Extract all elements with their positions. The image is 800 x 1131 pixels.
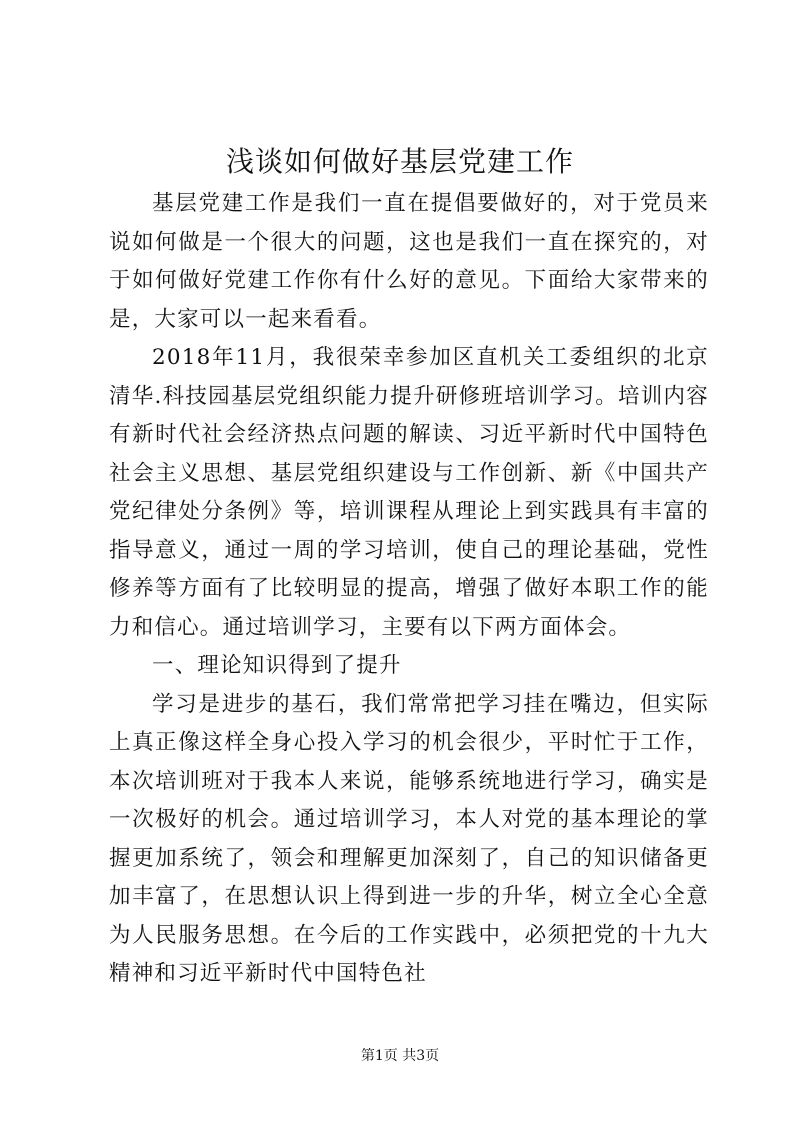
document-title: 浅谈如何做好基层党建工作: [225, 145, 574, 178]
page-footer: 第1页 共3页: [360, 1048, 440, 1064]
document-body: [109, 185, 709, 994]
intro-paragraph: 基层党建工作是我们一直在提倡要做好的，对于党员来说如何做是一个很大的问题，这也是我们一直在探究的，对于如何做好党建工作你有什么好的意见。下面给大家带来的是，大家可以一起来看看。: [109, 191, 709, 332]
training-paragraph: 2018年11月，我很荣幸参加区直机关工委组织的北京清华.科技园基层党组织能力提升研修班培训学习。培训内容有新时代社会经济热点问题的解读、习近平新时代中国特色社会主义思想、基层党组织建设与工作创新、新《中国共产党纪律处分条例》等，培训课程从理论上到实践具有丰富的指导意义，通过一周的学习培训，使自己的理论基础，党性修养等方面有了比较明显的提高，增强了做好本职工作的能力和信心。通过培训学习，主要有以下两方面体会。: [109, 345, 709, 640]
section-paragraph: 学习是进步的基石，我们常常把学习挂在嘴边，但实际上真正像这样全身心投入学习的机会很少，平时忙于工作，本次培训班对于我本人来说，能够系统地进行学习，确实是一次极好的机会。通过培训学习，本人对党的基本理论的掌握更加系统了，领会和理解更加深刻了，自己的知识储备更加丰富了，在思想认识上得到进一步的升华，树立全心全意为人民服务思想。在今后的工作实践中，必须把党的十九大精神和习近平新时代中国特色社: [109, 691, 709, 986]
section-heading: 一、理论知识得到了提升: [152, 653, 402, 678]
